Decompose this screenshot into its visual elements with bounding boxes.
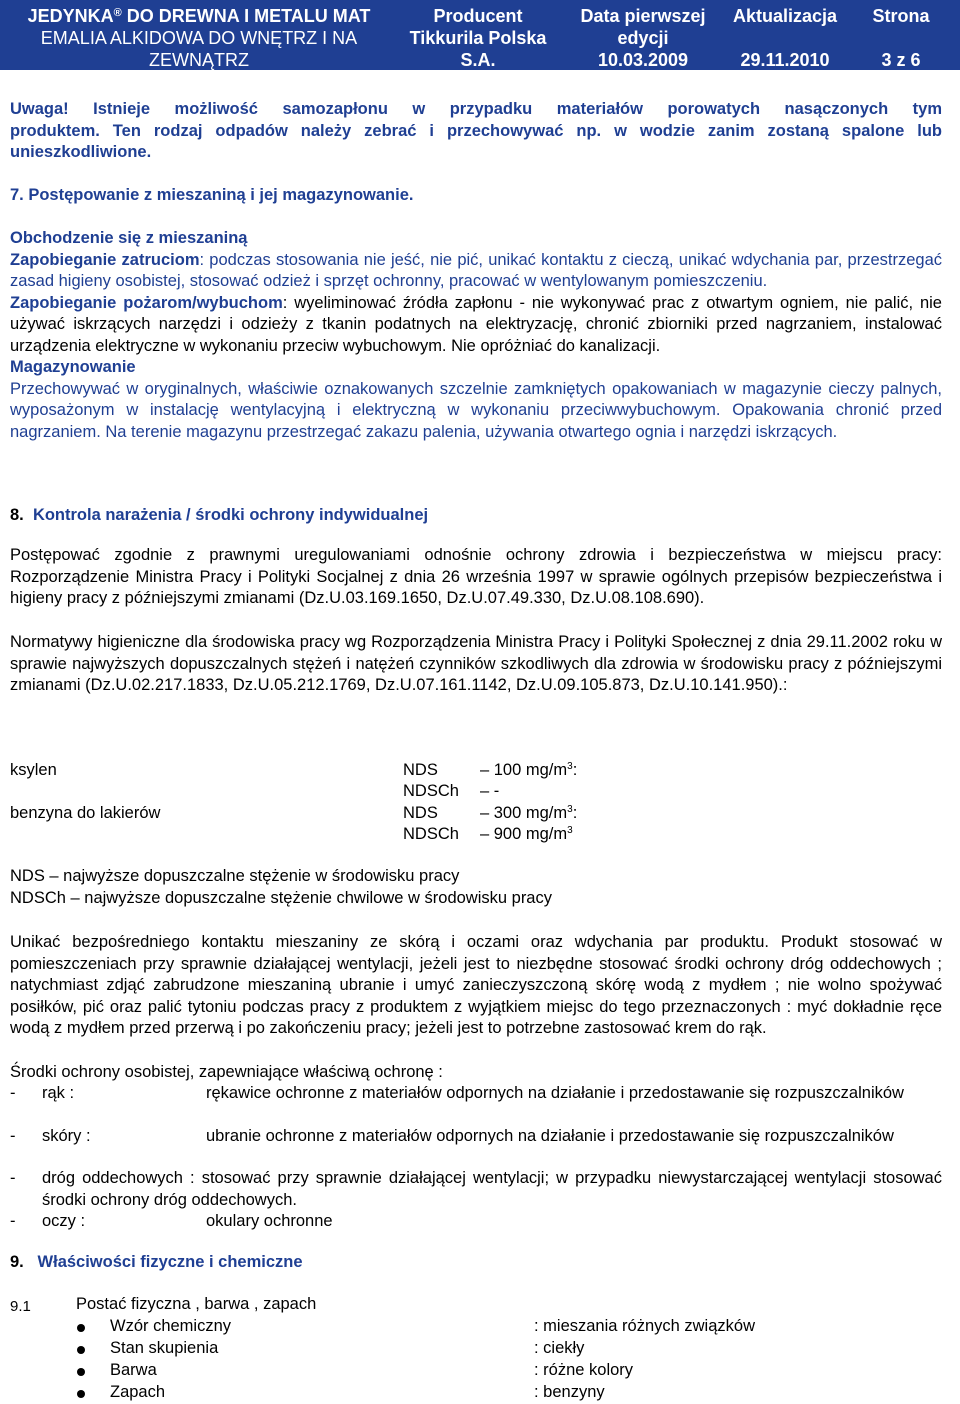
ppe-dash: - <box>10 1169 16 1187</box>
ppe-text-hands: rękawice ochronne z materiałów odpornych na działanie i przedostawanie się rozpuszczalników <box>206 1084 904 1102</box>
norms-paragraph: Normatywy higieniczne dla środowiska pracy wg Rozporządzenia Ministra Pracy i Polityki Społecznej z dnia 29.11.2002 roku w sprawie najwyższych dopuszczalnych stężeń i natężeń czynników szkodliwych dla zdrowia w środowisku pracy z późniejszymi zmianami (Dz.U.02.217.1833, Dz.U.05.212.1769, Dz.U.07.161.1142, Dz.U.09.105.873, Dz.U.10.141.950).: <box>10 633 942 694</box>
ppe-label-hands: rąk : <box>42 1084 75 1102</box>
property-label: Zapach <box>110 1383 166 1401</box>
section-9-heading: 9. Właściwości fizyczne i chemiczne <box>10 1253 303 1271</box>
ppe-text-eyes: okulary ochronne <box>206 1212 333 1230</box>
property-value: : różne kolory <box>534 1361 634 1379</box>
subsection-heading: Postać fizyczna , barwa , zapach <box>76 1295 317 1313</box>
update: Aktualizacja 29.11.2010 <box>732 6 838 70</box>
ppe-label-eyes: oczy : <box>42 1212 86 1230</box>
ppe-dash: - <box>10 1212 16 1230</box>
section-8-heading: 8. Kontrola narażenia / środki ochrony indywidualnej <box>10 506 429 524</box>
bullet-icon <box>77 1390 85 1398</box>
ppe-dash: - <box>10 1127 16 1145</box>
ppe-respiratory: dróg oddechowych : stosować przy sprawnie działającej wentylacji; w przypadku niewystarczającej wentylacji stosować środki ochrony dróg oddechowych. <box>42 1169 942 1209</box>
ppe-text-skin: ubranie ochronne z materiałów odpornych na działanie i przedostawanie się rozpuszczalników <box>206 1127 894 1145</box>
section-7-heading: 7. Postępowanie z mieszaniną i jej magazynowanie. <box>10 186 414 204</box>
limit-benzine-nds-value: – 300 $mg/m^3$: <box>480 804 578 822</box>
definition-ndsch: NDSCh – najwyższe dopuszczalne stężenie chwilowe w środowisku pracy <box>10 889 552 907</box>
bullet-icon <box>77 1368 85 1376</box>
property-value: : ciekły <box>534 1339 585 1357</box>
bullet-icon <box>77 1324 85 1332</box>
limit-xylene-nds: NDS <box>403 761 438 779</box>
property-label: Stan skupienia <box>110 1339 219 1357</box>
document-header <box>0 0 960 70</box>
subsection-number: 9.1 <box>10 1298 31 1315</box>
ppe-label-skin: skóry : <box>42 1127 91 1145</box>
limit-benzine-ndsch: NDSCh <box>403 825 459 843</box>
limit-benzine-label: benzyna do lakierów <box>10 804 161 822</box>
ppe-dash: - <box>10 1084 16 1102</box>
limit-xylene-ndsch: NDSCh <box>403 782 459 800</box>
definition-nds: NDS – najwyższe dopuszczalne stężenie w środowisku pracy <box>10 867 460 885</box>
limit-xylene-label: ksylen <box>10 761 57 779</box>
page-number: Strona 3 z 6 <box>872 6 930 70</box>
limit-benzine-nds: NDS <box>403 804 438 822</box>
bullet-icon <box>77 1346 85 1354</box>
regulation-paragraph: Postępować zgodnie z prawnymi uregulowaniami odnośnie ochrony zdrowia i bezpieczeństwa w miejscu pracy: Rozporządzenie Ministra Pracy i Polityki Socjalnej z dnia 26 września 1997 w sprawie ogólnych przepisów bezpieczeństwa i higieny pracy z późniejszymi zmianami (Dz.U.03.169.1650, Dz.U.07.49.330, Dz.U.08.108.690). <box>10 546 942 607</box>
property-value: : benzyny <box>534 1383 605 1401</box>
limit-xylene-ndsch-value: – - <box>480 782 500 800</box>
ppe-intro: Środki ochrony osobistej, zapewniające właściwą ochronę : <box>10 1063 443 1081</box>
first-edition: Data pierwszej edycji 10.03.2009 <box>580 6 706 70</box>
producer: Producent Tikkurila Polska S.A. <box>409 6 547 70</box>
handling-paragraph: Unikać bezpośredniego kontaktu mieszaniny ze skórą i oczami oraz wdychania par produktu. Produkt stosować w pomieszczeniach przy sprawnie działającej wentylacji, jeżeli jest to niezbędne stosować środki ochrony dróg oddechowych ; natychmiast zdjąć zabrudzone mieszaniną ubranie i umyć zanieczyszczoną skórę wodą z mydłem ; nie wolno spożywać posiłków, pić oraz palić tytoniu podczas pracy z produktem z wyjątkiem miejsc do tego przeznaczonych : myć dokładnie ręce wodą z mydłem przed przerwą i po zakończeniu pracy; jeżeli jest to potrzebne zastosować krem do rąk. <box>10 933 942 1037</box>
property-value: : mieszania różnych związków <box>534 1317 755 1335</box>
limit-xylene-nds-value: – 100 $mg/m^3$: <box>480 761 578 779</box>
product-name: JEDYNKA® DO DREWNA I METALU MAT EMALIA ALKIDOWA DO WNĘTRZ I NA ZEWNĄTRZ <box>27 6 371 70</box>
warning-text: Uwaga! Istnieje możliwość samozapłonu w przypadku materiałów porowatych nasączonych tym produktem. Ten rodzaj odpadów należy zebrać i przechowywać np. w wodzie zanim zostaną spalone lub unieszkodliwione. <box>10 100 942 161</box>
handling-block: Obchodzenie się z mieszaniną Zapobieganie zatruciom: podczas stosowania nie jeść, nie pić, unikać kontaktu z cieczą, unikać wdychania par, przestrzegać zasad higieny osobistej, stosować odzież i sprzęt ochronny, pracować w wentylowanym pomieszczeniu. Zapobieganie pożarom/wybuchom: wyeliminować źródła zapłonu - nie wykonywać prac z otwartym ogniem, nie palić, nie używać iskrzących narzędzi i odzieży z tkanin podatnych na elektryzację, chronić zbiorniki przed nagrzaniem, instalować urządzenia elektryczne w wykonaniu przeciw wybuchowym. Nie opróżniać do kanalizacji. Magazynowanie Przechowywać w oryginalnych, właściwie oznakowanych szczelnie zamkniętych opakowaniach w magazynie cieczy palnych, wyposażonym w instalację wentylacyjną i elektryczną w wykonaniu przeciwwybuchowym. Opakowania chronić przed nagrzaniem. Na terenie magazynu przestrzegać zakazu palenia, używania otwartego ognia i narzędzi iskrzących. <box>10 229 942 441</box>
property-label: Wzór chemiczny <box>110 1317 232 1335</box>
limit-benzine-ndsch-value: – 900 $mg/m^3$ <box>480 825 573 843</box>
property-label: Barwa <box>110 1361 157 1379</box>
